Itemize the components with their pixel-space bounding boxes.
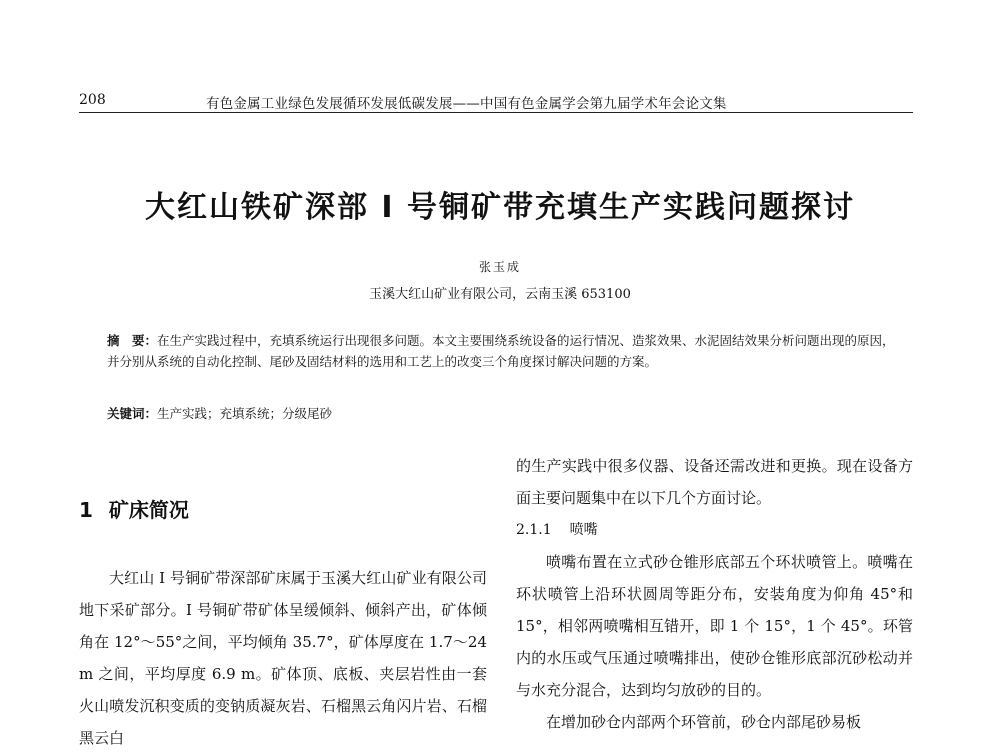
keywords-label: 关键词： <box>107 406 158 421</box>
section-title: 矿床简况 <box>108 498 189 522</box>
page-number: 208 <box>79 92 106 108</box>
right-column-body <box>516 450 913 738</box>
abstract-label: 摘 要： <box>107 333 158 348</box>
continued-paragraph: 的生产实践中很多仪器、设备还需改进和更换。现在设备方面主要问题集中在以下几个方面讨论。 <box>516 457 913 507</box>
keywords <box>107 404 897 422</box>
abstract <box>107 330 897 372</box>
body-paragraph: 在增加砂仓内部两个环管前，砂仓内部尾砂易板 <box>546 713 862 731</box>
section-heading <box>79 494 189 523</box>
section-number: 1 <box>79 498 93 522</box>
keywords-text: 生产实践；充填系统；分级尾砂 <box>157 406 333 421</box>
subsection-heading <box>516 514 913 546</box>
paper-title: 大红山铁矿深部 I 号铜矿带充填生产实践问题探讨 <box>144 190 856 225</box>
left-column-body <box>79 562 487 754</box>
running-head: 有色金属工业绿色发展循环发展低碳发展——中国有色金属学会第九届学术年会论文集 <box>206 96 727 112</box>
abstract-text: 在生产实践过程中，充填系统运行出现很多问题。本文主要围绕系统设备的运行情况、造浆效果、水泥固结效果分析问题出现的原因，并分别从系统的自动化控制、尾砂及固结材料的选用和工艺上的改变三个角度探讨解决问题的方案。 <box>107 333 895 369</box>
author-name: 张玉成 <box>478 260 521 274</box>
body-paragraph: 大红山 I 号铜矿带深部矿床属于玉溪大红山矿业有限公司地下采矿部分。I 号铜矿带矿体呈缓倾斜、倾斜产出，矿体倾角在 12°～55°之间，平均倾角 35.7°，矿体厚度在 1.7～24 m 之间，平均厚度 6.9 m。矿体顶、底板、夹层岩性由一套火山喷发沉积变质的变钠质凝灰岩、石榴黑云角闪片岩、石榴黑云白 <box>79 569 487 747</box>
subsection-title: 喷嘴 <box>569 522 598 538</box>
header-rule <box>79 112 913 113</box>
body-paragraph: 喷嘴布置在立式砂仓锥形底部五个环状喷管上。喷嘴在环状喷管上沿环状圆周等距分布，安装角度为仰角 45°和 15°，相邻两喷嘴相互错开，即 1 个 15°，1 个 45°。环管内的水压或气压通过喷嘴排出，使砂仓锥形底部沉砂松动并与水充分混合，达到均匀放砂的目的。 <box>516 553 913 699</box>
author-affiliation: 玉溪大红山矿业有限公司，云南玉溪 653100 <box>369 287 631 302</box>
subsection-number: 2.1.1 <box>516 522 552 538</box>
